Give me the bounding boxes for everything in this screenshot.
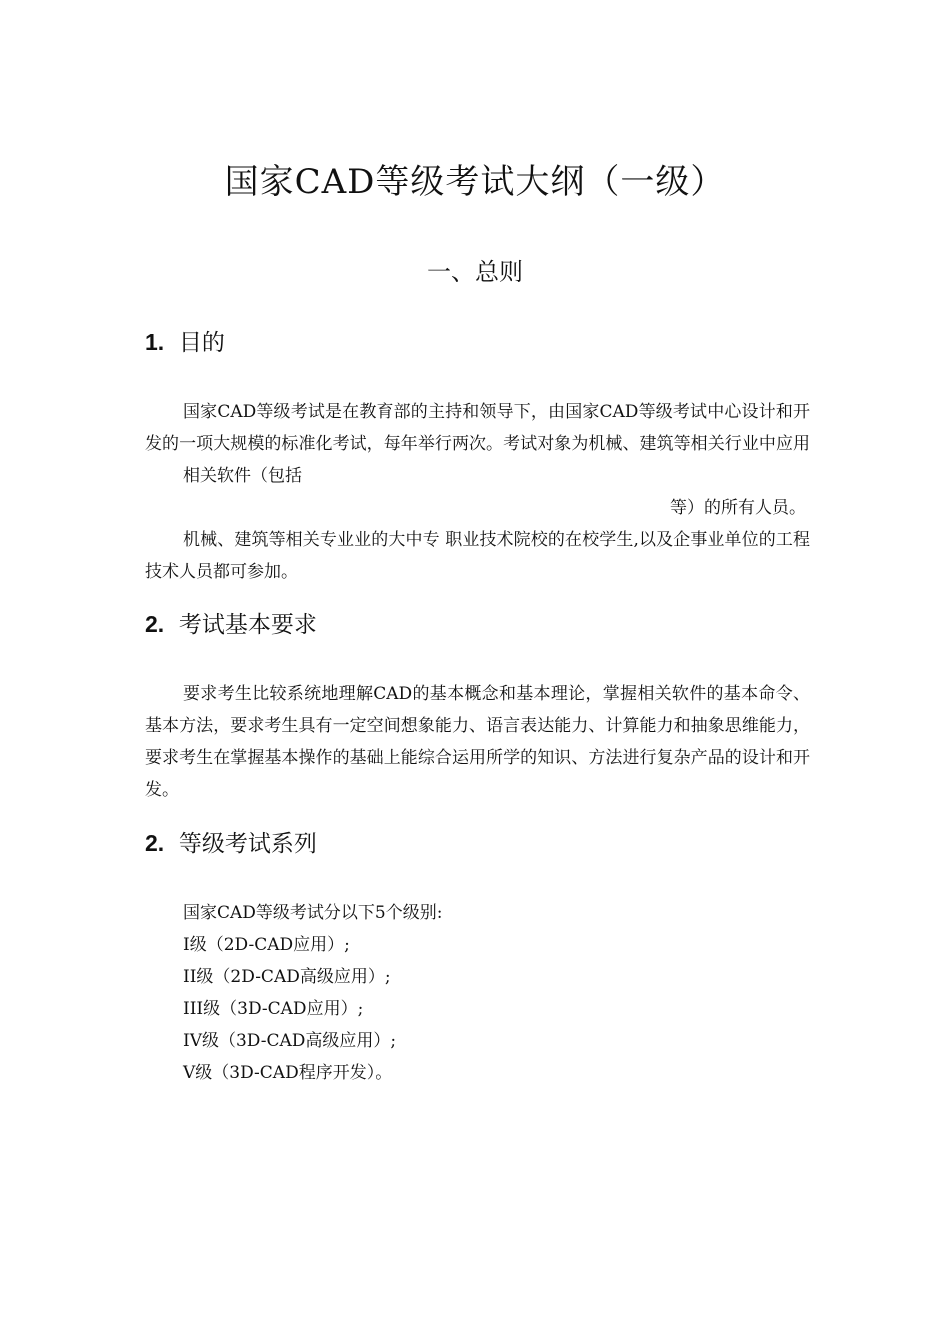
section-number-separator: .: [157, 830, 165, 856]
paragraph: [145, 396, 810, 524]
paragraph-text: 等）的所有人员。: [670, 498, 806, 518]
section-number-separator: .: [157, 329, 165, 355]
section-number: 2: [145, 611, 158, 637]
level-list: [183, 897, 442, 1089]
section-heading-text: 考试基本要求: [178, 612, 317, 638]
paragraph: 要求考生比较系统地理解CAD的基本概念和基本理论，掌握相关软件的基本命令、基本方法，要求考生具有一定空间想象能力、语言表达能力、计算能力和抽象思维能力，要求考生在掌握基本操作的基础上能综合运用所学的知识、方法进行复杂产品的设计和开发。: [145, 684, 810, 800]
paragraph-text: 相关软件（包括: [183, 466, 302, 486]
level-item: III级（3D-CAD应用）;: [183, 999, 364, 1019]
section-heading-text: 目的: [178, 330, 225, 356]
section-heading-text: 等级考试系列: [178, 831, 317, 857]
section-heading-2: [145, 607, 317, 642]
paragraph-text: 国家CAD等级考试是在教育部的主持和领导下，由国家CAD等级考试中心设计和开发的一项大规模的标准化考试，每年举行两次。考试对象为机械、建筑等相关行业中应用: [145, 402, 810, 454]
section-number: 2: [145, 830, 158, 856]
level-intro: 国家CAD等级考试分以下5个级别:: [183, 903, 443, 923]
document-title: 国家CAD等级考试大纲（一级）: [224, 162, 726, 202]
section-number-separator: .: [157, 611, 165, 637]
section-heading-1: [145, 325, 225, 360]
section-1-body: [145, 396, 810, 588]
paragraph: 机械、建筑等相关专业业的大中专 职业技术院校的在校学生,以及企事业单位的工程技术人员都可参加。: [145, 530, 810, 582]
level-item: IV级（3D-CAD高级应用）;: [183, 1031, 397, 1051]
level-item: II级（2D-CAD高级应用）;: [183, 967, 391, 987]
section-number: 1: [145, 329, 158, 355]
section-2-body: [145, 678, 810, 806]
section-heading-3: [145, 826, 317, 861]
level-item: V级（3D-CAD程序开发）。: [183, 1063, 393, 1083]
chapter-heading: 一、总则: [427, 258, 523, 286]
level-item: I级（2D-CAD应用）;: [183, 935, 350, 955]
